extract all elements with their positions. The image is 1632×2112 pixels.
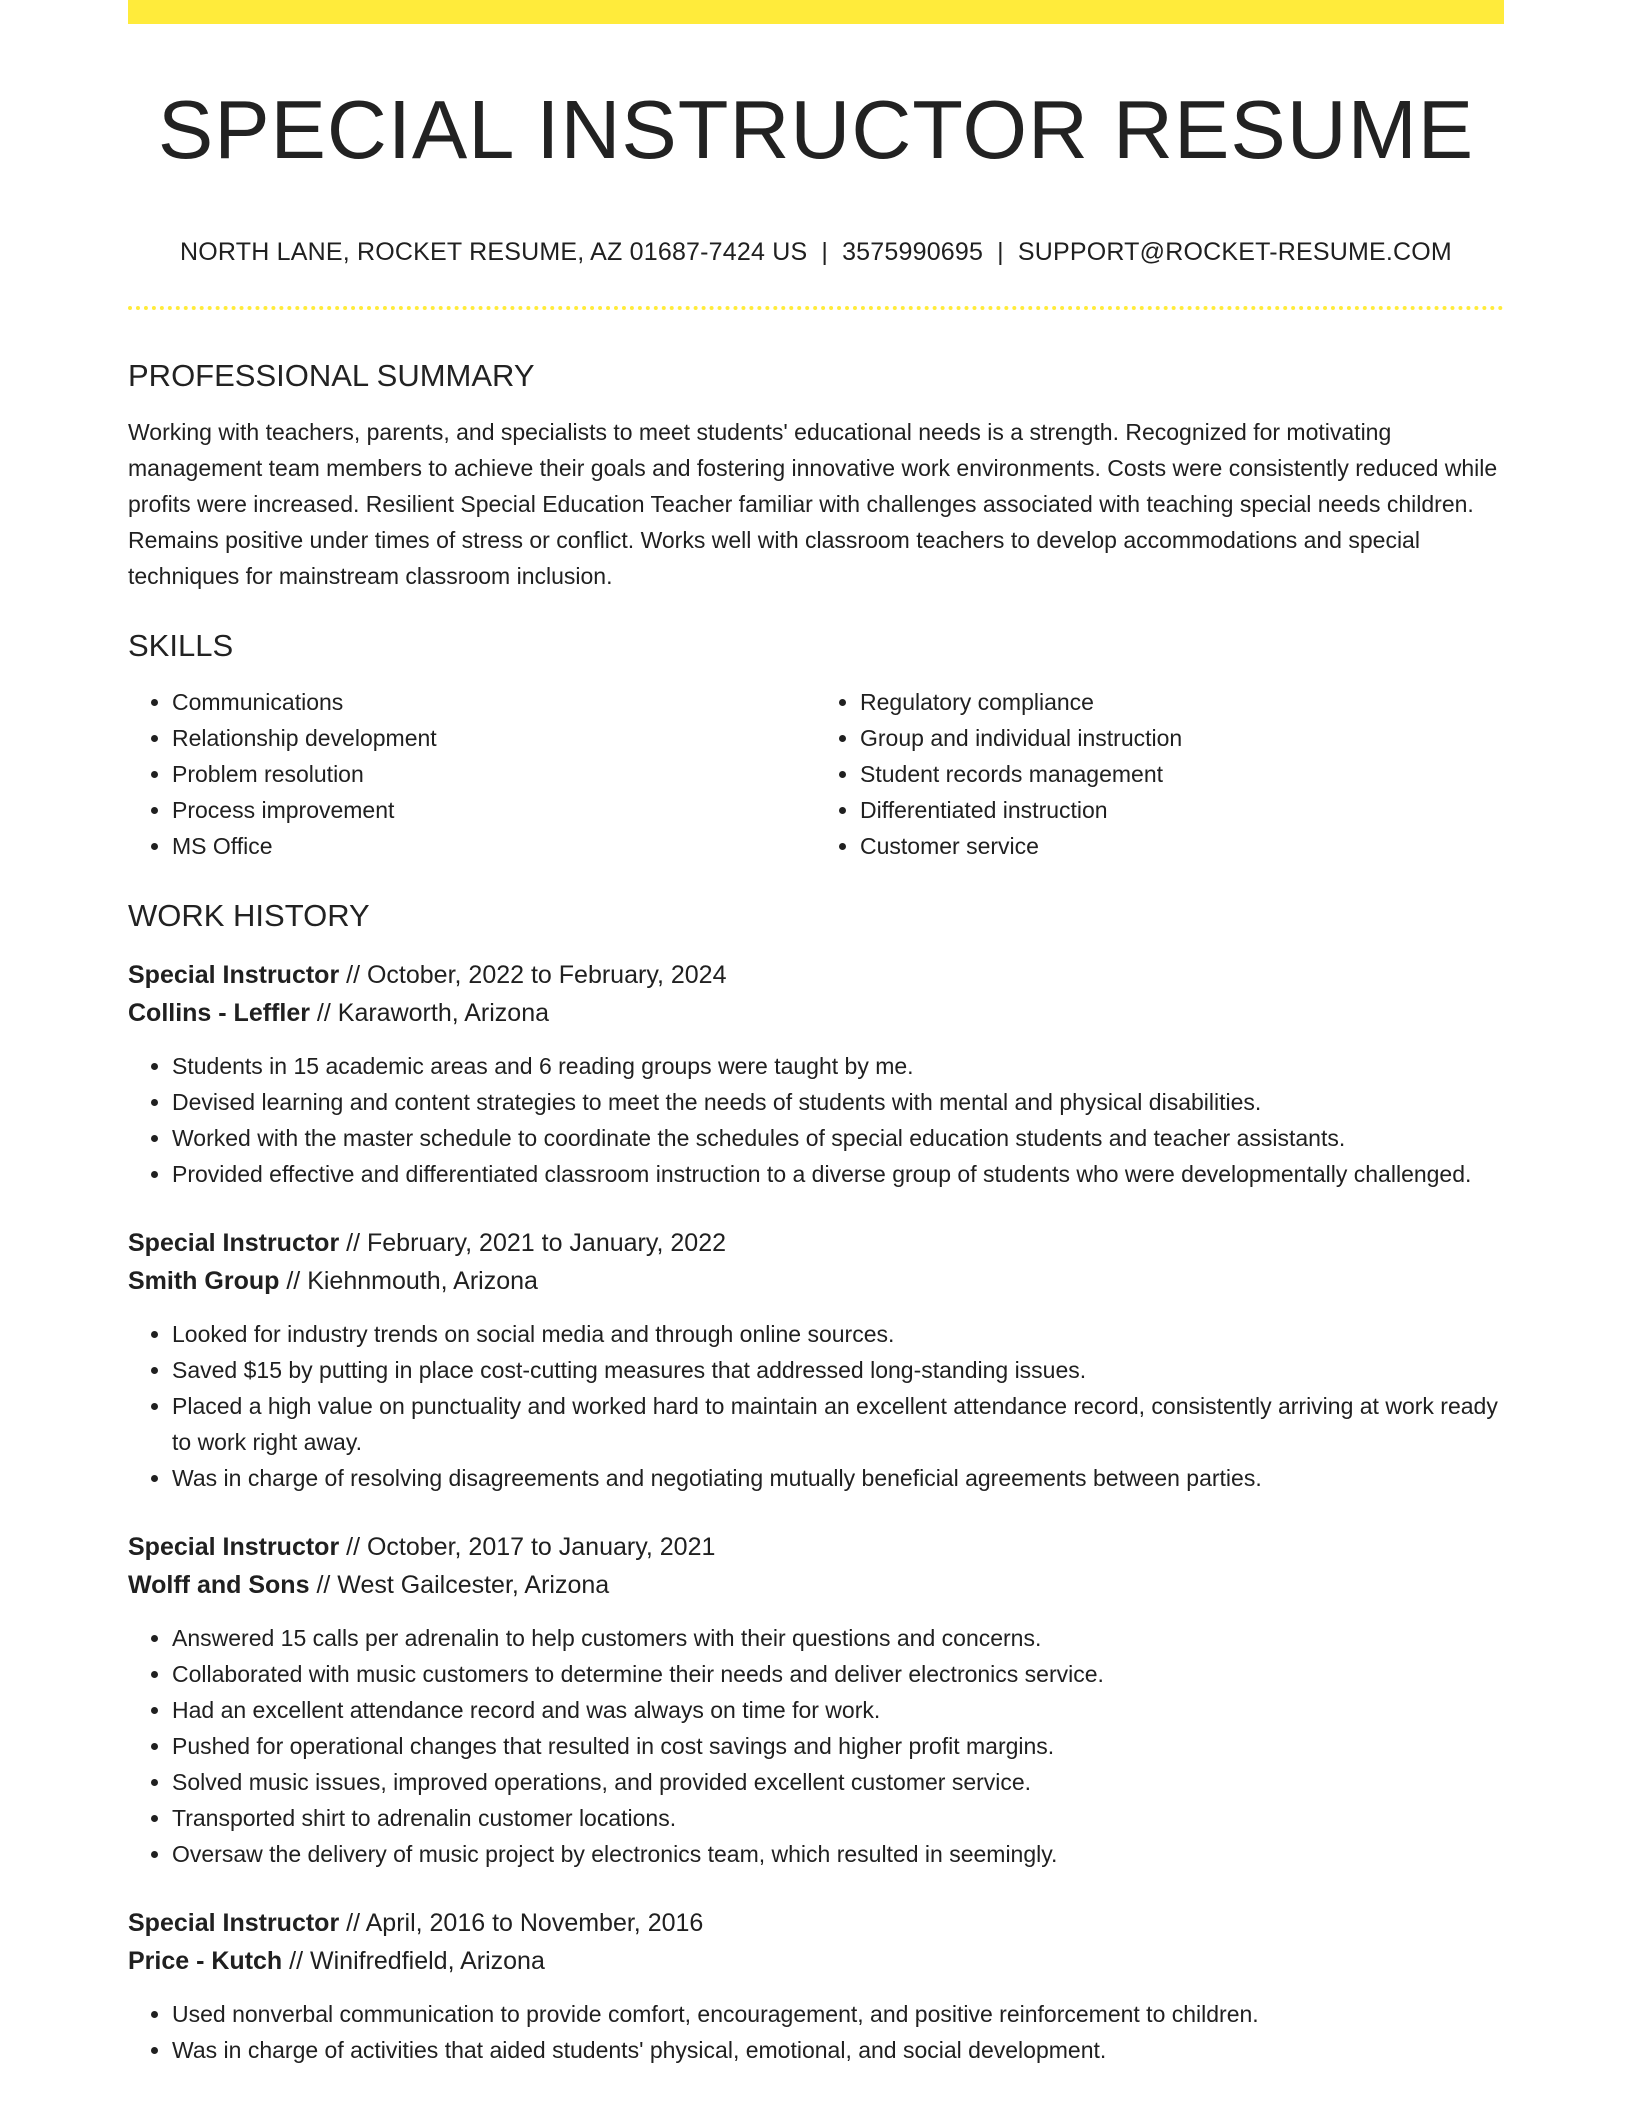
job-title-line [128, 1224, 1504, 1262]
contact-address: NORTH LANE, ROCKET RESUME, AZ 01687-7424 US [180, 238, 808, 266]
job-bullet: • Provided effective and differentiated classroom instruction to a diverse group of students who were developmentally challenged. [172, 1156, 1504, 1192]
job-company: Smith Group [128, 1267, 280, 1295]
contact-phone: 3575990695 [842, 238, 984, 266]
job-entry [128, 956, 1504, 1192]
job-company: Collins - Leffler [128, 999, 310, 1027]
summary-heading: PROFESSIONAL SUMMARY [128, 358, 535, 393]
job-bullet: • Used nonverbal communication to provide comfort, encouragement, and positive reinforcement to children. [172, 1996, 1504, 2032]
job-company: Wolff and Sons [128, 1571, 310, 1599]
job-bullet: • Collaborated with music customers to determine their needs and deliver electronics service. [172, 1656, 1504, 1692]
job-company: Price - Kutch [128, 1947, 283, 1975]
skill-item: • Communications [172, 684, 816, 720]
job-bullet: • Transported shirt to adrenalin customer locations. [172, 1800, 1504, 1836]
contact-email: SUPPORT@ROCKET-RESUME.COM [1017, 238, 1452, 266]
date-separator: // [346, 961, 361, 989]
job-location: Karaworth, Arizona [337, 999, 549, 1027]
resume-content [128, 24, 1504, 2068]
job-bullets [128, 1316, 1504, 1496]
job-bullets [128, 1996, 1504, 2068]
job-title-line [128, 1904, 1504, 1942]
job-title-line [128, 1528, 1504, 1566]
job-bullet: • Was in charge of activities that aided students' physical, emotional, and social development. [172, 2032, 1504, 2068]
job-entry [128, 1224, 1504, 1496]
job-dates: April, 2016 to November, 2016 [365, 1909, 704, 1937]
job-title-line [128, 956, 1504, 994]
job-dates: October, 2022 to February, 2024 [366, 961, 727, 989]
job-dates: February, 2021 to January, 2022 [366, 1229, 727, 1257]
job-bullet: • Was in charge of resolving disagreements and negotiating mutually beneficial agreements between parties. [172, 1460, 1504, 1496]
date-separator: // [286, 1267, 301, 1295]
job-bullet: • Had an excellent attendance record and was always on time for work. [172, 1692, 1504, 1728]
job-entry [128, 1904, 1504, 2068]
job-bullet: • Students in 15 academic areas and 6 reading groups were taught by me. [172, 1048, 1504, 1084]
job-bullet: • Placed a high value on punctuality and worked hard to maintain an excellent attendance record, consistently arriving at work ready to work right away. [172, 1388, 1504, 1460]
contact-separator: | [997, 238, 1004, 266]
date-separator: // [289, 1947, 304, 1975]
job-bullets [128, 1620, 1504, 1872]
skill-item: • Student records management [860, 756, 1504, 792]
job-title: Special Instructor [128, 1909, 340, 1937]
date-separator: // [346, 1533, 361, 1561]
job-location: Winifredfield, Arizona [310, 1947, 545, 1975]
skill-item: • MS Office [172, 828, 816, 864]
skill-item: • Process improvement [172, 792, 816, 828]
accent-bar [128, 0, 1504, 24]
skill-item: • Differentiated instruction [860, 792, 1504, 828]
job-entry [128, 1528, 1504, 1872]
resume-title: SPECIAL INSTRUCTOR RESUME [157, 83, 1475, 176]
work-history-heading: WORK HISTORY [128, 898, 370, 933]
job-bullet: • Solved music issues, improved operations, and provided excellent customer service. [172, 1764, 1504, 1800]
skills-column-left [128, 684, 816, 864]
job-company-line [128, 1942, 1504, 1980]
job-company-line [128, 994, 1504, 1032]
job-company-line [128, 1262, 1504, 1300]
job-location: West Gailcester, Arizona [337, 1571, 610, 1599]
date-separator: // [346, 1229, 361, 1257]
skill-item: • Problem resolution [172, 756, 816, 792]
job-bullet: • Pushed for operational changes that resulted in cost savings and higher profit margins. [172, 1728, 1504, 1764]
skills-list [128, 684, 1504, 864]
job-title: Special Instructor [128, 1229, 340, 1257]
skills-heading: SKILLS [128, 628, 234, 663]
job-bullet: • Devised learning and content strategies to meet the needs of students with mental and physical disabilities. [172, 1084, 1504, 1120]
job-bullet: • Worked with the master schedule to coordinate the schedules of special education students and teacher assistants. [172, 1120, 1504, 1156]
date-separator: // [316, 999, 331, 1027]
job-bullets [128, 1048, 1504, 1192]
skill-item: • Customer service [860, 828, 1504, 864]
skill-item: • Group and individual instruction [860, 720, 1504, 756]
skill-item: • Relationship development [172, 720, 816, 756]
dotted-divider [128, 306, 1504, 310]
skills-column-right [816, 684, 1504, 864]
date-separator: // [316, 1571, 331, 1599]
job-location: Kiehnmouth, Arizona [307, 1267, 538, 1295]
job-bullet: • Looked for industry trends on social media and through online sources. [172, 1316, 1504, 1352]
job-title: Special Instructor [128, 961, 340, 989]
job-dates: October, 2017 to January, 2021 [366, 1533, 716, 1561]
contact-separator: | [821, 238, 829, 266]
skill-item: • Regulatory compliance [860, 684, 1504, 720]
job-bullet: • Saved $15 by putting in place cost-cutting measures that addressed long-standing issues. [172, 1352, 1504, 1388]
job-company-line [128, 1566, 1504, 1604]
job-title: Special Instructor [128, 1533, 340, 1561]
date-separator: // [346, 1909, 361, 1937]
contact-line [128, 236, 1504, 268]
job-bullet: • Oversaw the delivery of music project by electronics team, which resulted in seemingly. [172, 1836, 1504, 1872]
job-bullet: • Answered 15 calls per adrenalin to help customers with their questions and concerns. [172, 1620, 1504, 1656]
summary-text: Working with teachers, parents, and specialists to meet students' educational needs is a strength. Recognized for motivating management team members to achieve their goals and fostering innovative work environments. Costs were consistently reduced while profits were increased. Resilient Special Education Teacher familiar with challenges associated with teaching special needs children. Remains positive under times of stress or conflict. Works well with classroom teachers to develop accommodations and special techniques for mainstream classroom inclusion. [128, 419, 1498, 589]
